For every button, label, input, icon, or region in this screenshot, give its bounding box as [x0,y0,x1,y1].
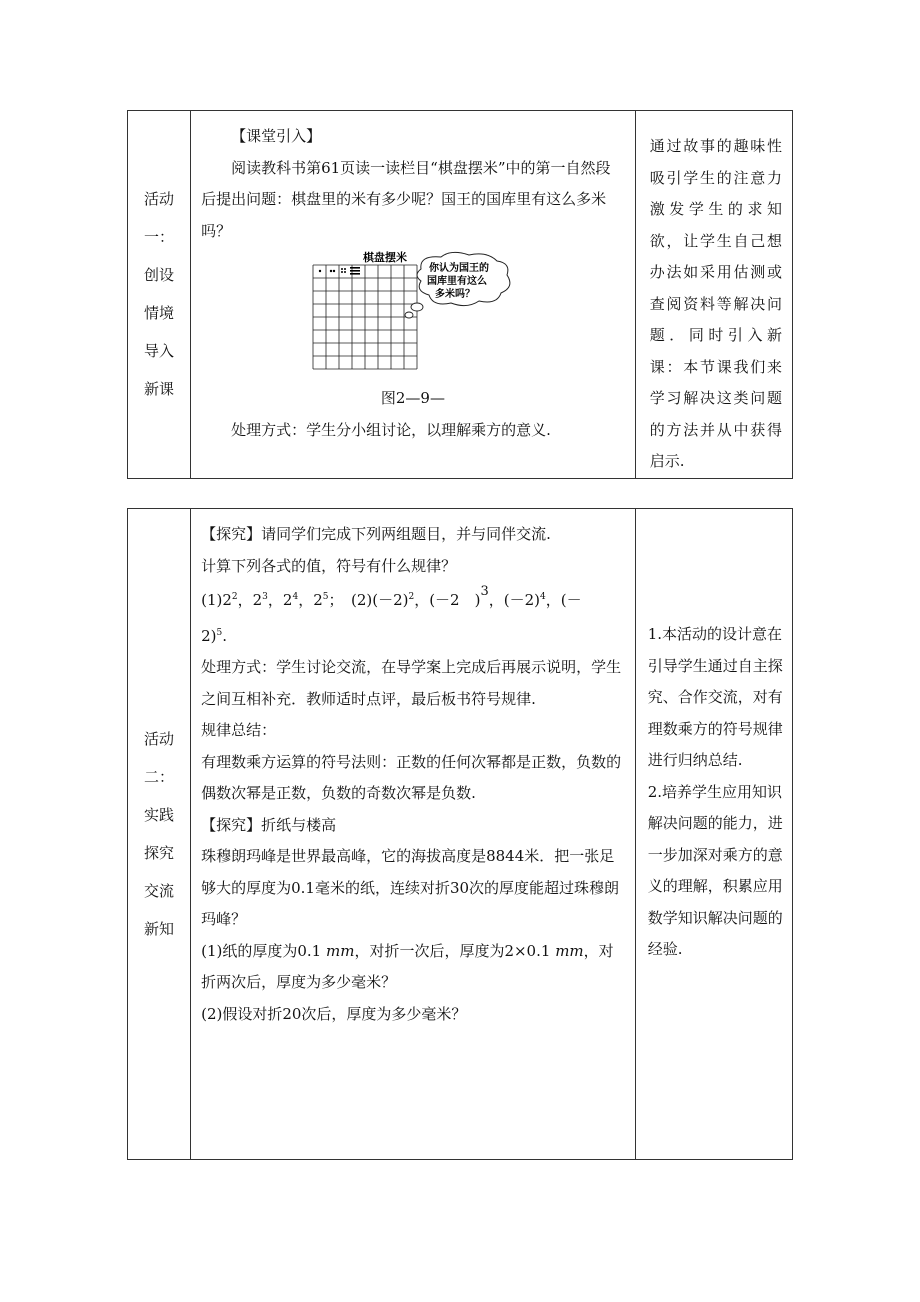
chessboard-illustration [311,251,521,371]
expression-line: $(1)2^2$，$2^3$，$2^4$，$2^5$； $(2)(-2)^2$，(－2 )3，$(-2)^4$，(－ [201,584,582,609]
method-text: 处理方式：学生分小组讨论，以理解乘方的意义. [231,420,551,439]
bubble-line: 多米吗？ [435,289,476,300]
explore-tag: 【探究】 [201,525,262,543]
stage-line: 新课 [144,380,175,399]
rule-text: 有理数乘方运算的符号法则：正数的任何次幂都是正数，负数的偶数次幂是正数，负数的奇数次幂是负数. [201,752,622,802]
rule-title: 规律总结： [201,721,277,739]
question-one: (1)纸的厚度为0.1 mm，对折一次后，厚度为2×0.1 mm，对折两次后，厚度为多少毫米？ [201,941,614,991]
stage-line: 活动 [144,190,175,209]
bubble-line: 你认为国王的 [429,263,490,274]
design-note: 通过故事的趣味性吸引学生的注意力激发学生的求知欲，让学生自己想办法如采用估测或查阅资料等解决问题．同时引入新课：本节课我们来学习解决这类问题的方法并从中获得启示. [649,137,782,470]
board-title: 棋盘摆米 [363,252,408,264]
explore-one [201,519,625,551]
stage-line: 实践 [144,806,175,824]
stage-line: 创设 [144,266,175,285]
activity-one-table [127,110,793,479]
figure-caption: 图2—9— [380,389,445,407]
activity-two-content [191,509,636,1160]
stage-line: 情境 [144,304,175,323]
explore-tag: 【探究】 [201,815,262,834]
stage-line: 探究 [144,844,175,862]
explore-text: 请同学们完成下列两组题目，并与同伴交流. [261,525,551,543]
activity-two-table [127,508,793,1160]
activity-two-note [635,509,792,1160]
activity-two-stage [128,509,191,1160]
explore-two [201,810,625,842]
chessboard-figure [201,247,625,383]
expression-line-cont: 2)$^5$. [201,626,228,645]
activity-one-content [191,111,636,479]
stage-line: 新知 [144,920,175,938]
explore-text: 折纸与楼高 [261,815,337,834]
activity-one-stage [128,111,191,479]
bubble-line: 国库里有这么 [427,276,488,287]
design-note: 2.培养学生应用知识解决问题的能力，进一步加深对乘方的意义的理解，积累应用数学知识解决问题的经验. [647,782,783,958]
question-two: (2)假设对折20次后，厚度为多少毫米？ [201,1004,467,1023]
design-note: 1.本活动的设计意在引导学生通过自主探究、合作交流，对有理数乘方的符号规律进行归纳总结. [647,625,783,769]
story-text: 珠穆朗玛峰是世界最高峰，它的海拔高度是8844米．把一张足够大的厚度为0.1毫米的纸，连续对折30次的厚度能超过珠穆朗玛峰？ [201,847,620,928]
stage-line: 二： [144,768,175,786]
stage-line: 交流 [144,882,175,900]
method-text: 处理方式：学生讨论交流，在导学案上完成后再展示说明，学生之间互相补充．教师适时点评，最后板书符号规律. [201,658,622,708]
activity-one-note [635,111,792,479]
section-title: 【课堂引入】 [231,127,322,145]
calc-prompt: 计算下列各式的值，符号有什么规律？ [201,556,457,575]
intro-text: 阅读教科书第61页读一读栏目“棋盘摆米”中的第一自然段后提出问题：棋盘里的米有多少呢？国王的国库里有这么多米吗？ [201,158,611,240]
stage-line: 一： [144,228,175,247]
stage-line: 活动 [144,730,175,748]
stage-line: 导入 [144,342,175,361]
